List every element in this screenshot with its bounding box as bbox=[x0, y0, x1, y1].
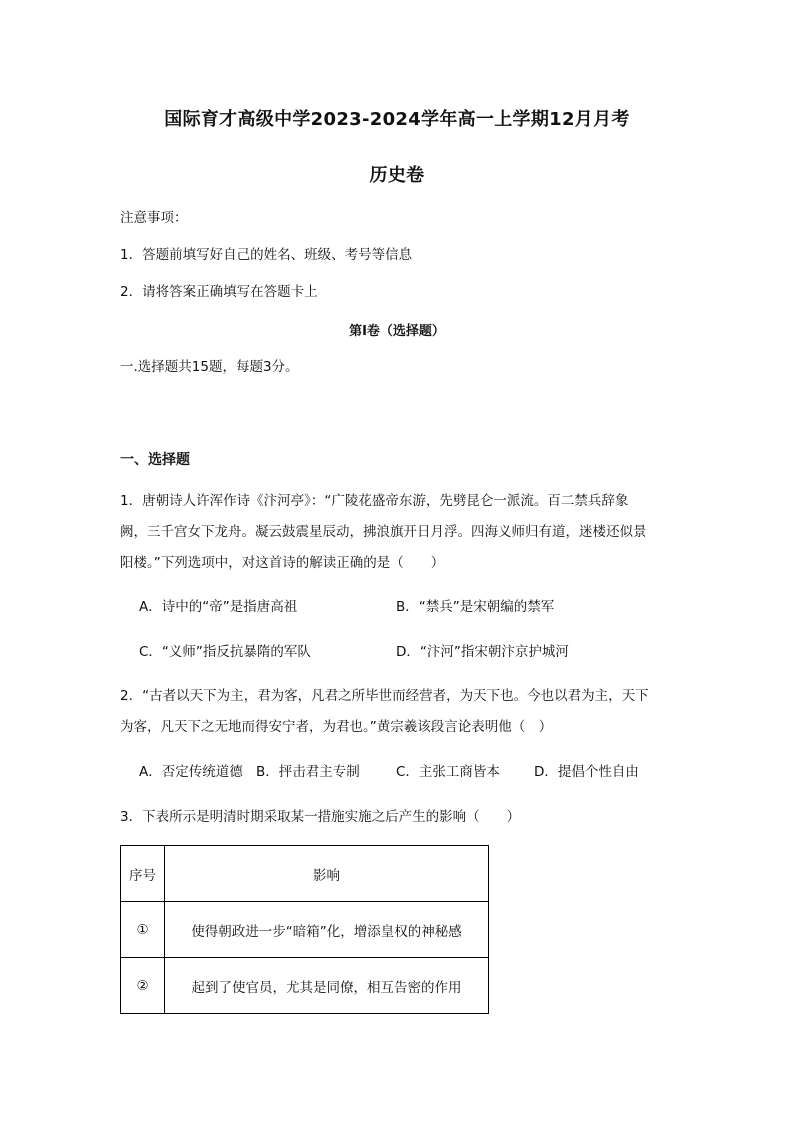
table-header-cell: 影响 bbox=[165, 846, 489, 902]
table-row bbox=[121, 958, 489, 1014]
table-cell: 起到了使官员，尤其是同僚，相互告密的作用 bbox=[165, 958, 489, 1014]
part1-title: 第I卷（选择题） bbox=[349, 324, 445, 339]
table-cell: ① bbox=[121, 902, 165, 958]
q3-table bbox=[120, 845, 489, 1014]
exam-title: 国际育才高级中学2023-2024学年高一上学期12月月考 bbox=[164, 109, 630, 130]
q1-option-c[interactable]: C．“义师”指反抗暴隋的军队 bbox=[139, 644, 311, 660]
q2-option-c[interactable]: C．主张工商皆本 bbox=[396, 764, 500, 780]
exam-subtitle: 历史卷 bbox=[369, 165, 425, 186]
notes-heading: 注意事项： bbox=[120, 210, 188, 226]
q2-option-d[interactable]: D．提倡个性自由 bbox=[534, 764, 639, 780]
table-header-cell: 序号 bbox=[121, 846, 165, 902]
q1-line-2: 阙，三千宫女下龙舟。凝云鼓震星辰动，拂浪旗开日月浮。四海义师归有道，迷楼还似景 bbox=[120, 524, 647, 540]
part1-intro: 一.选择题共15题，每题3分。 bbox=[120, 359, 299, 375]
section-heading: 一、选择题 bbox=[120, 452, 190, 468]
q1-option-d[interactable]: D．“汴河”指宋朝汴京护城河 bbox=[396, 644, 569, 660]
q2-line-1: 2．“古者以天下为主，君为客，凡君之所毕世而经营者，为天下也。今也以君为主，天下 bbox=[120, 688, 649, 704]
table-cell: 使得朝政进一步“暗箱”化，增添皇权的神秘感 bbox=[165, 902, 489, 958]
q2-option-b[interactable]: B．抨击君主专制 bbox=[256, 764, 360, 780]
q1-option-a[interactable]: A．诗中的“帝”是指唐高祖 bbox=[139, 599, 298, 615]
note-item-1: 1．答题前填写好自己的姓名、班级、考号等信息 bbox=[120, 247, 413, 263]
q1-line-1: 1．唐朝诗人许浑作诗《汴河亭》：“广陵花盛帝东游，先劈昆仑一派流。百二禁兵辞象 bbox=[120, 493, 629, 509]
q1-option-b[interactable]: B．“禁兵”是宋朝编的禁军 bbox=[396, 599, 555, 615]
q2-line-2: 为客，凡天下之无地而得安宁者，为君也。”黄宗羲该段言论表明他（ ） bbox=[120, 719, 553, 735]
q2-option-a[interactable]: A．否定传统道德 bbox=[139, 764, 243, 780]
q3-stem: 3．下表所示是明清时期采取某一措施实施之后产生的影响（ ） bbox=[120, 809, 521, 825]
note-item-2: 2．请将答案正确填写在答题卡上 bbox=[120, 284, 318, 300]
table-cell: ② bbox=[121, 958, 165, 1014]
q1-line-3: 阳楼。”下列选项中，对这首诗的解读正确的是（ ） bbox=[120, 555, 445, 571]
table-header-row bbox=[121, 846, 489, 902]
table-row bbox=[121, 902, 489, 958]
